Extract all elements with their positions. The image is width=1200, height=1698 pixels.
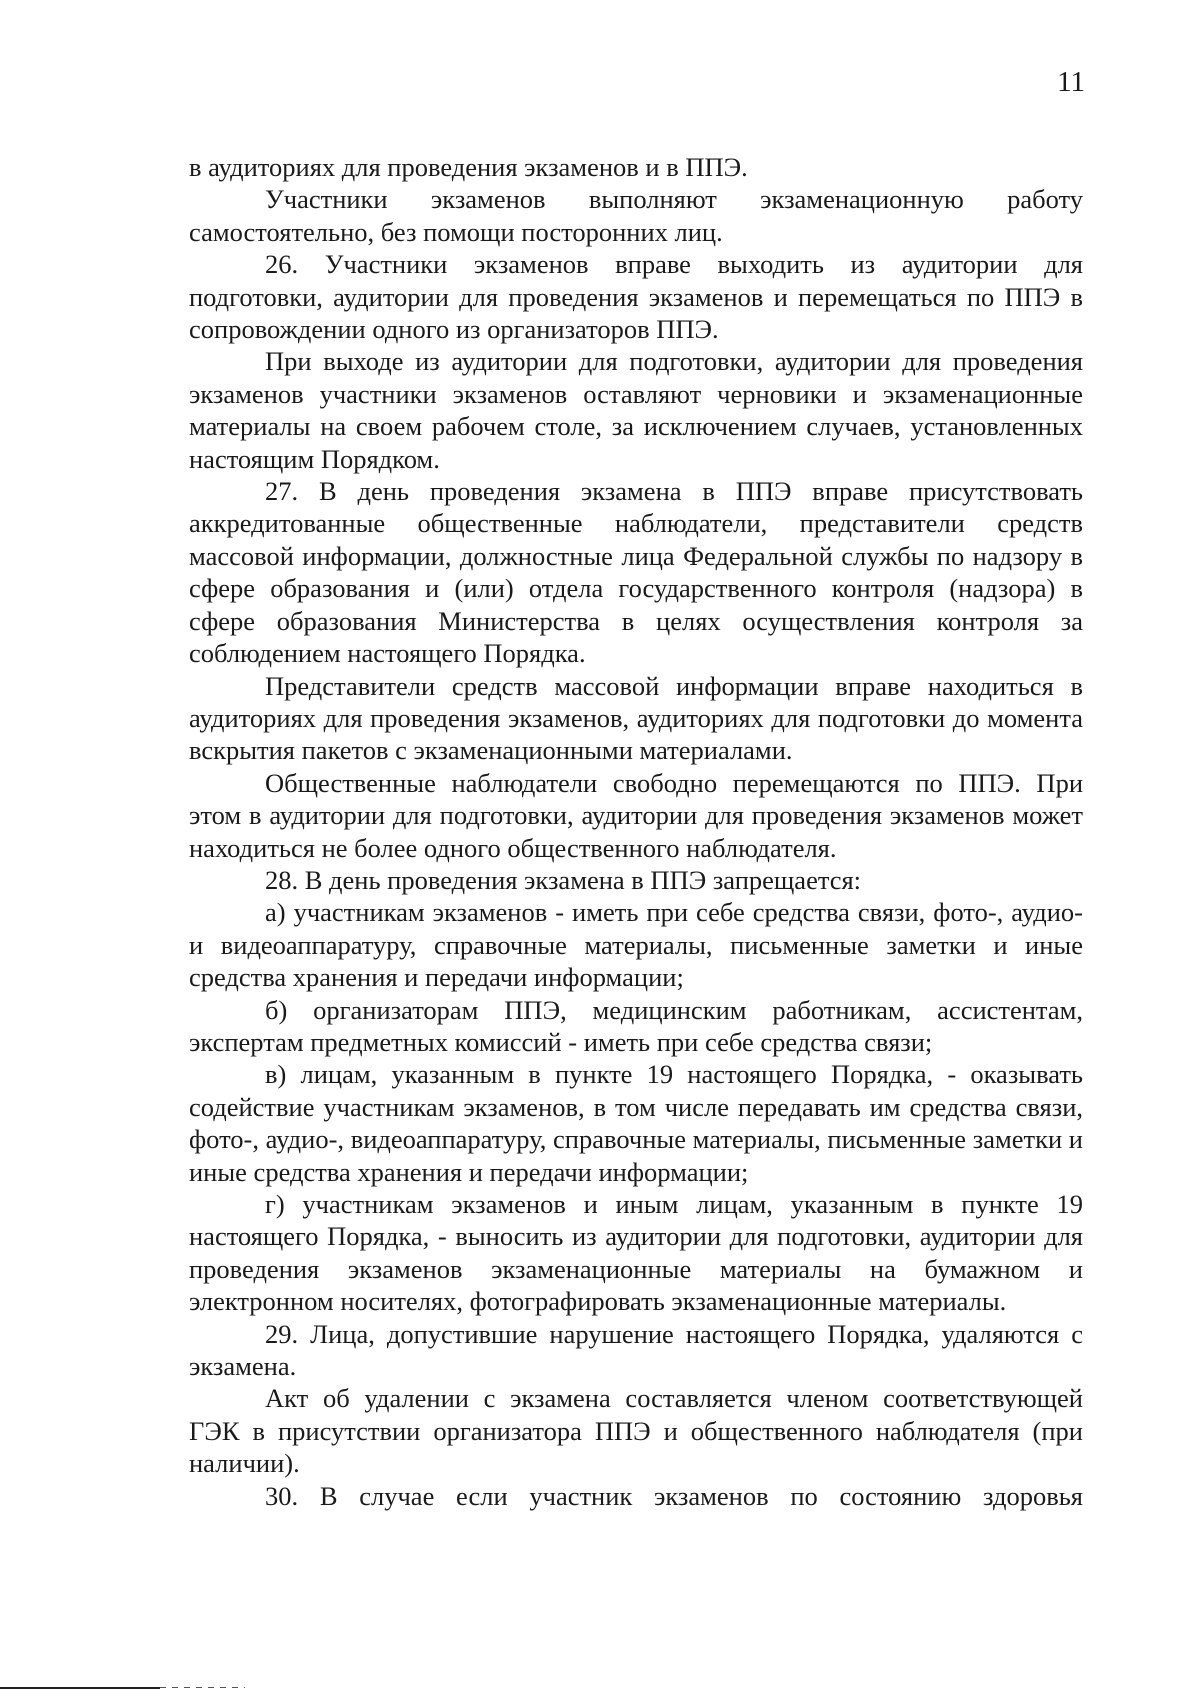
paragraph: Общественные наблюдатели свободно перемещаются по ППЭ. При этом в аудитории для подготовки, аудитории для проведения экзаменов может находиться не более одного общественного наблюдателя. xyxy=(189,767,1083,863)
list-item: в) лицам, указанным в пункте 19 настоящего Порядка, - оказывать содействие участникам экзаменов, в том числе передавать им средства связи, фото-, аудио-, видеоаппаратуру, справочные материалы, письменные заметки и иные средства хранения и передачи информации; xyxy=(189,1059,1083,1187)
list-item: а) участникам экзаменов - иметь при себе средства связи, фото-, аудио- и видеоаппаратуру, справочные материалы, письменные заметки и иные средства хранения и передачи информации; xyxy=(189,897,1083,993)
paragraph: Акт об удалении с экзамена составляется членом соответствующей ГЭК в присутствии организатора ППЭ и общественного наблюдателя (при наличии). xyxy=(189,1383,1083,1479)
paragraph: 29. Лица, допустившие нарушение настоящего Порядка, удаляются с экзамена. xyxy=(189,1318,1083,1382)
footer-rule xyxy=(0,1687,160,1689)
list-item: г) участникам экзаменов и иным лицам, указанным в пункте 19 настоящего Порядка, - выносить из аудитории для подготовки, аудитории для проведения экзаменов экзаменационные материалы на бумажном и электронном носителях, фотографировать экзаменационные материалы. xyxy=(189,1189,1083,1317)
paragraph: 27. В день проведения экзамена в ППЭ вправе присутствовать аккредитованные общественные наблюдатели, представители средств массовой информации, должностные лица Федеральной службы по надзору в сфере образования и (или) отдела государственного контроля (надзора) в сфере образования Министерства в целях осуществления контроля за соблюдением настоящего Порядка. xyxy=(189,476,1083,669)
list-item: б) организаторам ППЭ, медицинским работникам, ассистентам, экспертам предметных комиссий - иметь при себе средства связи; xyxy=(189,994,1083,1057)
paragraph: Участники экзаменов выполняют экзаменационную работу самостоятельно, без помощи посторонних лиц. xyxy=(189,184,1083,247)
paragraph: Представители средств массовой информации вправе находиться в аудиториях для проведения экзаменов, аудиториях для подготовки до момента вскрытия пакетов с экзаменационными материалами. xyxy=(189,670,1083,766)
paragraph: 28. В день проведения экзамена в ППЭ запрещается: xyxy=(265,864,862,895)
paragraph: При выходе из аудитории для подготовки, аудитории для проведения экзаменов участники экзаменов оставляют черновики и экзаменационные материалы на своем рабочем столе, за исключением случаев, установленных настоящим Порядком. xyxy=(189,346,1083,474)
paragraph: в аудиториях для проведения экзаменов и в ППЭ. xyxy=(189,152,748,182)
paragraph: 26. Участники экзаменов вправе выходить из аудитории для подготовки, аудитории для проведения экзаменов и перемещаться по ППЭ в сопровождении одного из организаторов ППЭ. xyxy=(189,249,1083,345)
footer-rule-dashed xyxy=(160,1687,245,1688)
paragraph: 30. В случае если участник экзаменов по состоянию здоровья xyxy=(265,1480,1083,1511)
page-number: 11 xyxy=(1057,66,1085,98)
document-body xyxy=(189,151,1083,1512)
